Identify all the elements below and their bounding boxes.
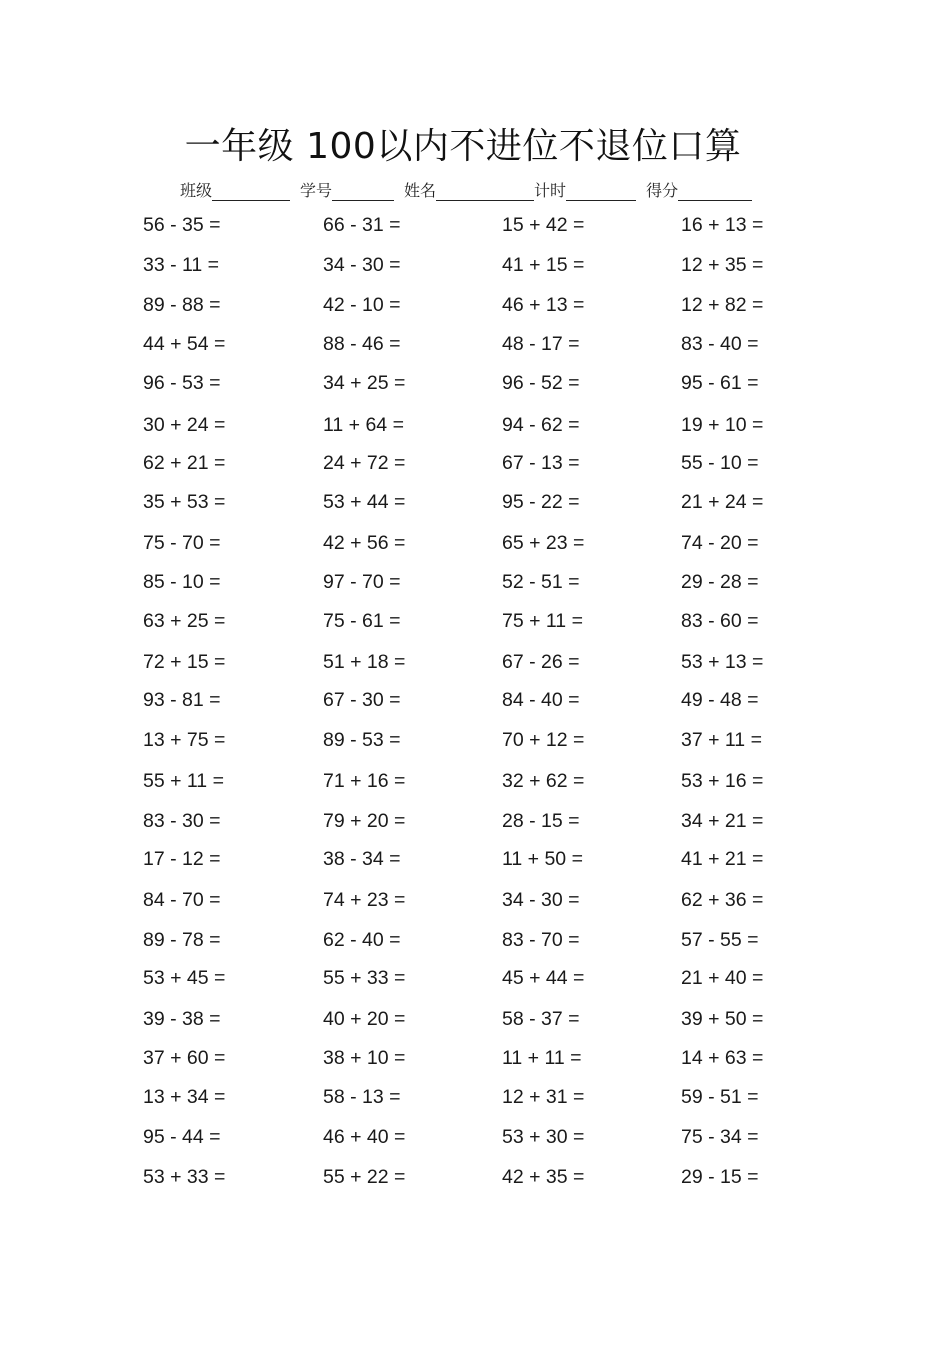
arithmetic-problem: 49 - 48 = [681,689,759,711]
arithmetic-problem: 48 - 17 = [502,333,580,355]
arithmetic-problem: 46 + 40 = [323,1126,406,1148]
arithmetic-problem: 44 + 54 = [143,333,226,355]
arithmetic-problem: 45 + 44 = [502,967,585,989]
arithmetic-problem: 34 + 25 = [323,372,406,394]
arithmetic-problem: 72 + 15 = [143,651,226,673]
arithmetic-problem: 13 + 75 = [143,729,226,751]
arithmetic-problem: 15 + 42 = [502,214,585,236]
arithmetic-problem: 42 - 10 = [323,294,401,316]
arithmetic-problem: 63 + 25 = [143,610,226,632]
arithmetic-problem: 29 - 28 = [681,571,759,593]
arithmetic-problem: 24 + 72 = [323,452,406,474]
arithmetic-problem: 30 + 24 = [143,414,226,436]
arithmetic-problem: 83 - 60 = [681,610,759,632]
arithmetic-problem: 55 + 11 = [143,770,224,792]
arithmetic-problem: 51 + 18 = [323,651,406,673]
arithmetic-problem: 88 - 46 = [323,333,401,355]
arithmetic-problem: 67 - 13 = [502,452,580,474]
arithmetic-problem: 33 - 11 = [143,254,220,276]
arithmetic-problem: 12 + 35 = [681,254,764,276]
arithmetic-problem: 62 + 36 = [681,889,764,911]
arithmetic-problem: 39 - 38 = [143,1008,221,1030]
arithmetic-problem: 75 - 34 = [681,1126,759,1148]
arithmetic-problem: 97 - 70 = [323,571,401,593]
arithmetic-problem: 75 - 70 = [143,532,221,554]
arithmetic-problem: 11 + 11 = [502,1047,582,1069]
arithmetic-problem: 40 + 20 = [323,1008,406,1030]
arithmetic-problem: 53 + 16 = [681,770,764,792]
arithmetic-problem: 53 + 44 = [323,491,406,513]
arithmetic-problem: 55 + 22 = [323,1166,406,1188]
arithmetic-problem: 89 - 78 = [143,929,221,951]
arithmetic-problem: 34 - 30 = [502,889,580,911]
arithmetic-problem: 19 + 10 = [681,414,764,436]
arithmetic-problem: 75 + 11 = [502,610,583,632]
arithmetic-problem: 93 - 81 = [143,689,221,711]
arithmetic-problem: 37 + 60 = [143,1047,226,1069]
arithmetic-problem: 53 + 13 = [681,651,764,673]
arithmetic-problem: 58 - 37 = [502,1008,580,1030]
arithmetic-problem: 21 + 24 = [681,491,764,513]
arithmetic-problem: 39 + 50 = [681,1008,764,1030]
arithmetic-problem: 67 - 30 = [323,689,401,711]
arithmetic-problem: 46 + 13 = [502,294,585,316]
class-label: 班级 [180,181,213,200]
arithmetic-problem: 65 + 23 = [502,532,585,554]
arithmetic-problem: 56 - 35 = [143,214,221,236]
arithmetic-problem: 17 - 12 = [143,848,221,870]
arithmetic-problem: 32 + 62 = [502,770,585,792]
score-label: 得分 [646,181,679,200]
arithmetic-problem: 85 - 10 = [143,571,221,593]
arithmetic-problem: 96 - 52 = [502,372,580,394]
arithmetic-problem: 74 - 20 = [681,532,759,554]
arithmetic-problem: 75 - 61 = [323,610,401,632]
arithmetic-problem: 84 - 40 = [502,689,580,711]
arithmetic-problem: 89 - 53 = [323,729,401,751]
arithmetic-problem: 34 - 30 = [323,254,401,276]
arithmetic-problem: 42 + 35 = [502,1166,585,1188]
arithmetic-problem: 62 - 40 = [323,929,401,951]
arithmetic-problem: 79 + 20 = [323,810,406,832]
arithmetic-problem: 95 - 61 = [681,372,759,394]
arithmetic-problem: 41 + 15 = [502,254,585,276]
arithmetic-problem: 83 - 30 = [143,810,221,832]
name-label: 姓名 [404,181,437,200]
arithmetic-problem: 95 - 22 = [502,491,580,513]
arithmetic-problem: 11 + 50 = [502,848,583,870]
arithmetic-problem: 42 + 56 = [323,532,406,554]
arithmetic-problem: 35 + 53 = [143,491,226,513]
arithmetic-problem: 55 - 10 = [681,452,759,474]
arithmetic-problem: 41 + 21 = [681,848,764,870]
arithmetic-problem: 83 - 40 = [681,333,759,355]
arithmetic-problem: 34 + 21 = [681,810,764,832]
arithmetic-problem: 71 + 16 = [323,770,406,792]
arithmetic-problem: 38 - 34 = [323,848,401,870]
arithmetic-problem: 58 - 13 = [323,1086,401,1108]
arithmetic-problem: 11 + 64 = [323,414,404,436]
arithmetic-problem: 74 + 23 = [323,889,406,911]
timer-label: 计时 [534,181,567,200]
arithmetic-problem: 12 + 31 = [502,1086,585,1108]
worksheet-title: 一年级 100以内不进位不退位口算 [184,126,742,167]
arithmetic-problem: 55 + 33 = [323,967,406,989]
arithmetic-problem: 67 - 26 = [502,651,580,673]
arithmetic-problem: 12 + 82 = [681,294,764,316]
arithmetic-problem: 95 - 44 = [143,1126,221,1148]
arithmetic-problem: 38 + 10 = [323,1047,406,1069]
arithmetic-problem: 53 + 33 = [143,1166,226,1188]
arithmetic-problem: 29 - 15 = [681,1166,759,1188]
arithmetic-problem: 57 - 55 = [681,929,759,951]
arithmetic-problem: 28 - 15 = [502,810,580,832]
arithmetic-problem: 53 + 45 = [143,967,226,989]
arithmetic-problem: 59 - 51 = [681,1086,759,1108]
arithmetic-problem: 66 - 31 = [323,214,401,236]
arithmetic-problem: 62 + 21 = [143,452,226,474]
arithmetic-problem: 96 - 53 = [143,372,221,394]
arithmetic-problem: 16 + 13 = [681,214,764,236]
arithmetic-problem: 83 - 70 = [502,929,580,951]
arithmetic-problem: 37 + 11 = [681,729,762,751]
arithmetic-problem: 94 - 62 = [502,414,580,436]
arithmetic-problem: 84 - 70 = [143,889,221,911]
arithmetic-problem: 53 + 30 = [502,1126,585,1148]
arithmetic-problem: 14 + 63 = [681,1047,764,1069]
arithmetic-problem: 70 + 12 = [502,729,585,751]
arithmetic-problem: 52 - 51 = [502,571,580,593]
arithmetic-problem: 89 - 88 = [143,294,221,316]
student-number-label: 学号 [300,181,333,200]
arithmetic-problem: 13 + 34 = [143,1086,226,1108]
arithmetic-problem: 21 + 40 = [681,967,764,989]
